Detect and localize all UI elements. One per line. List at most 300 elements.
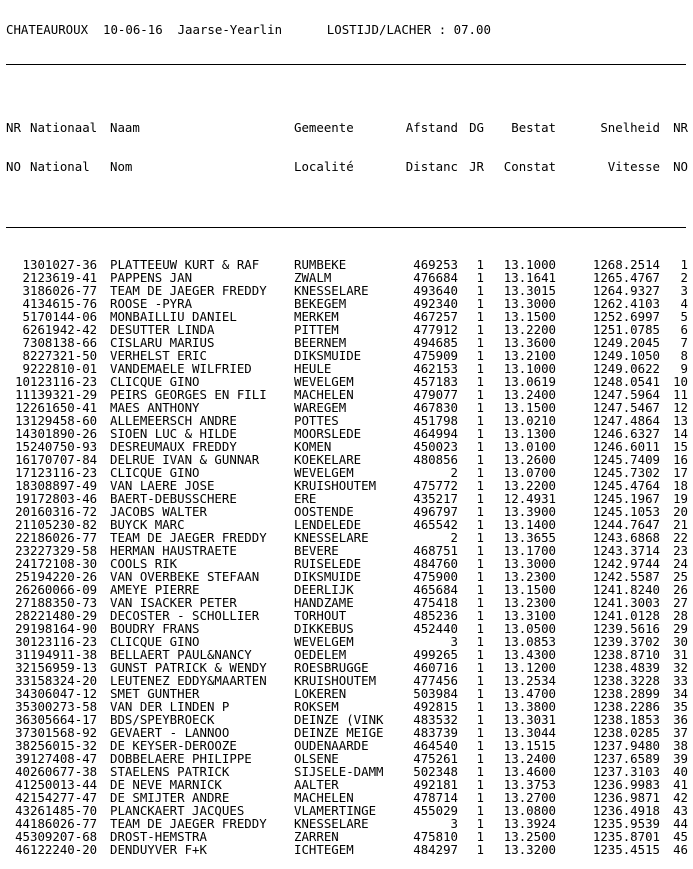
header-localite: Localité <box>294 160 354 173</box>
rank-nr-cell: 33 <box>15 674 30 687</box>
locality-cell: ERE <box>294 492 317 505</box>
locality-cell: DEERLIJK <box>294 583 354 596</box>
distance-cell: 479077 <box>413 388 458 401</box>
distance-cell: 455029 <box>413 804 458 817</box>
header-nationaal: Nationaal <box>30 121 98 134</box>
speed-cell: 1262.4103 <box>592 297 660 310</box>
rank-no-cell: 41 <box>673 778 688 791</box>
locality-cell: MERKEM <box>294 310 339 323</box>
table-row <box>6 427 688 440</box>
rank-nr-cell: 35 <box>15 700 30 713</box>
speed-cell: 1246.6327 <box>592 427 660 440</box>
rank-nr-cell: 25 <box>15 570 30 583</box>
table-row <box>6 609 688 622</box>
arrival-time-cell: 13.1000 <box>503 258 556 271</box>
header-snelheid: Snelheid <box>600 121 660 134</box>
distance-cell: 485236 <box>413 609 458 622</box>
distance-cell: 492815 <box>413 700 458 713</box>
name-cell: MONBAILLIU DANIEL <box>110 310 237 323</box>
name-cell: AMEYE PIERRE <box>110 583 200 596</box>
name-cell: MAES ANTHONY <box>110 401 200 414</box>
national-number-cell: 260677-38 <box>30 765 98 778</box>
speed-cell: 1238.2286 <box>592 700 660 713</box>
day-cell: 1 <box>476 479 484 492</box>
speed-cell: 1245.7409 <box>592 453 660 466</box>
name-cell: DECOSTER - SCHOLLIER <box>110 609 260 622</box>
rank-nr-cell: 27 <box>15 596 30 609</box>
table-row <box>6 258 688 271</box>
locality-cell: ICHTEGEM <box>294 843 354 856</box>
rank-no-cell: 16 <box>673 453 688 466</box>
national-number-cell: 305664-17 <box>30 713 98 726</box>
distance-cell: 435217 <box>413 492 458 505</box>
national-number-cell: 300273-58 <box>30 700 98 713</box>
distance-cell: 475772 <box>413 479 458 492</box>
release-time: LOSTIJD/LACHER : 07.00 <box>326 22 491 37</box>
arrival-time-cell: 13.3924 <box>503 817 556 830</box>
rank-nr-cell: 31 <box>15 648 30 661</box>
national-number-cell: 221480-29 <box>30 609 98 622</box>
table-row <box>6 388 688 401</box>
arrival-time-cell: 13.2400 <box>503 388 556 401</box>
speed-cell: 1246.6011 <box>592 440 660 453</box>
day-cell: 1 <box>476 427 484 440</box>
table-row <box>6 284 688 297</box>
rank-nr-cell: 7 <box>22 336 30 349</box>
distance-cell: 484760 <box>413 557 458 570</box>
speed-cell: 1239.3702 <box>592 635 660 648</box>
national-number-cell: 129458-60 <box>30 414 98 427</box>
distance-cell: 475909 <box>413 349 458 362</box>
report-title-line <box>6 23 688 36</box>
name-cell: SIOEN LUC & HILDE <box>110 427 237 440</box>
locality-cell: LOKEREN <box>294 687 347 700</box>
locality-cell: OEDELEM <box>294 648 347 661</box>
locality-cell: SIJSELE-DAMM <box>294 765 384 778</box>
distance-cell: 457183 <box>413 375 458 388</box>
distance-cell: 3 <box>450 817 458 830</box>
national-number-cell: 260066-09 <box>30 583 98 596</box>
speed-cell: 1236.9871 <box>592 791 660 804</box>
rank-no-cell: 46 <box>673 843 688 856</box>
rank-nr-cell: 2 <box>22 271 30 284</box>
speed-cell: 1251.0785 <box>592 323 660 336</box>
day-cell: 1 <box>476 700 484 713</box>
name-cell: DOBBELAERE PHILIPPE <box>110 752 252 765</box>
distance-cell: 496797 <box>413 505 458 518</box>
national-number-cell: 123619-41 <box>30 271 98 284</box>
rank-no-cell: 31 <box>673 648 688 661</box>
day-cell: 1 <box>476 609 484 622</box>
day-cell: 1 <box>476 453 484 466</box>
day-cell: 1 <box>476 297 484 310</box>
rank-no-cell: 21 <box>673 518 688 531</box>
national-number-cell: 188350-73 <box>30 596 98 609</box>
locality-cell: HANDZAME <box>294 596 354 609</box>
race-place: CHATEAUROUX <box>6 22 89 37</box>
name-cell: BELLAERT PAUL&NANCY <box>110 648 252 661</box>
speed-cell: 1236.9983 <box>592 778 660 791</box>
distance-cell: 468751 <box>413 544 458 557</box>
table-row <box>6 453 688 466</box>
national-number-cell: 301890-26 <box>30 427 98 440</box>
locality-cell: KOMEN <box>294 440 332 453</box>
name-cell: PAPPENS JAN <box>110 271 193 284</box>
table-row <box>6 804 688 817</box>
distance-cell: 477456 <box>413 674 458 687</box>
locality-cell: POTTES <box>294 414 339 427</box>
arrival-time-cell: 13.0700 <box>503 466 556 479</box>
arrival-time-cell: 13.4300 <box>503 648 556 661</box>
rank-no-cell: 33 <box>673 674 688 687</box>
day-cell: 1 <box>476 804 484 817</box>
arrival-time-cell: 13.1500 <box>503 310 556 323</box>
speed-cell: 1237.6589 <box>592 752 660 765</box>
day-cell: 1 <box>476 830 484 843</box>
name-cell: ALLEMEERSCH ANDRE <box>110 414 237 427</box>
speed-cell: 1238.0285 <box>592 726 660 739</box>
rank-no-cell: 6 <box>680 323 688 336</box>
national-number-cell: 301027-36 <box>30 258 98 271</box>
day-cell: 1 <box>476 362 484 375</box>
arrival-time-cell: 13.2200 <box>503 323 556 336</box>
table-row <box>6 778 688 791</box>
locality-cell: WEVELGEM <box>294 466 354 479</box>
national-number-cell: 198164-90 <box>30 622 98 635</box>
distance-cell: 477912 <box>413 323 458 336</box>
locality-cell: BEKEGEM <box>294 297 347 310</box>
locality-cell: PITTEM <box>294 323 339 336</box>
table-row <box>6 713 688 726</box>
speed-cell: 1235.4515 <box>592 843 660 856</box>
rank-nr-cell: 26 <box>15 583 30 596</box>
table-row <box>6 570 688 583</box>
day-cell: 1 <box>476 726 484 739</box>
rank-no-cell: 28 <box>673 609 688 622</box>
name-cell: HERMAN HAUSTRAETE <box>110 544 237 557</box>
header-national: National <box>30 160 90 173</box>
table-row <box>6 674 688 687</box>
header-bestat: Bestat <box>511 121 556 134</box>
race-date: 10-06-16 <box>102 22 163 37</box>
locality-cell: ZARREN <box>294 830 339 843</box>
speed-cell: 1237.9480 <box>592 739 660 752</box>
locality-cell: BEVERE <box>294 544 339 557</box>
rank-nr-cell: 6 <box>22 323 30 336</box>
rank-no-cell: 42 <box>673 791 688 804</box>
locality-cell: WAREGEM <box>294 401 347 414</box>
locality-cell: ROESBRUGGE <box>294 661 369 674</box>
arrival-time-cell: 13.3753 <box>503 778 556 791</box>
locality-cell: BEERNEM <box>294 336 347 349</box>
locality-cell: MOORSLEDE <box>294 427 362 440</box>
name-cell: DELRUE IVAN & GUNNAR <box>110 453 260 466</box>
speed-cell: 1247.5964 <box>592 388 660 401</box>
distance-cell: 450023 <box>413 440 458 453</box>
rank-no-cell: 9 <box>680 362 688 375</box>
rank-nr-cell: 8 <box>22 349 30 362</box>
header-jr: JR <box>469 160 484 173</box>
distance-cell: 2 <box>450 531 458 544</box>
speed-cell: 1235.9539 <box>592 817 660 830</box>
arrival-time-cell: 13.3655 <box>503 531 556 544</box>
day-cell: 1 <box>476 375 484 388</box>
name-cell: BOUDRY FRANS <box>110 622 200 635</box>
rank-no-cell: 43 <box>673 804 688 817</box>
rank-no-cell: 25 <box>673 570 688 583</box>
speed-cell: 1238.8710 <box>592 648 660 661</box>
day-cell: 1 <box>476 596 484 609</box>
locality-cell: DIKSMUIDE <box>294 349 362 362</box>
rank-nr-cell: 45 <box>15 830 30 843</box>
name-cell: DE KEYSER-DEROOZE <box>110 739 237 752</box>
speed-cell: 1245.1967 <box>592 492 660 505</box>
table-row <box>6 349 688 362</box>
day-cell: 1 <box>476 635 484 648</box>
national-number-cell: 308138-66 <box>30 336 98 349</box>
table-row <box>6 635 688 648</box>
rank-nr-cell: 28 <box>15 609 30 622</box>
name-cell: DENDUYVER F+K <box>110 843 207 856</box>
rank-nr-cell: 1 <box>22 258 30 271</box>
table-row <box>6 752 688 765</box>
distance-cell: 494685 <box>413 336 458 349</box>
speed-cell: 1249.1050 <box>592 349 660 362</box>
national-number-cell: 261485-70 <box>30 804 98 817</box>
name-cell: COOLS RIK <box>110 557 178 570</box>
speed-cell: 1236.4918 <box>592 804 660 817</box>
national-number-cell: 227329-58 <box>30 544 98 557</box>
distance-cell: 483532 <box>413 713 458 726</box>
locality-cell: HEULE <box>294 362 332 375</box>
day-cell: 1 <box>476 440 484 453</box>
arrival-time-cell: 13.0500 <box>503 622 556 635</box>
speed-cell: 1252.6997 <box>592 310 660 323</box>
national-number-cell: 261650-41 <box>30 401 98 414</box>
arrival-time-cell: 13.3031 <box>503 713 556 726</box>
distance-cell: 502348 <box>413 765 458 778</box>
rank-nr-cell: 41 <box>15 778 30 791</box>
day-cell: 1 <box>476 648 484 661</box>
rank-nr-cell: 30 <box>15 635 30 648</box>
arrival-time-cell: 13.1000 <box>503 362 556 375</box>
header-nom: Nom <box>110 160 133 173</box>
table-row <box>6 375 688 388</box>
header-rule <box>6 227 686 229</box>
distance-cell: 465542 <box>413 518 458 531</box>
rank-nr-cell: 22 <box>15 531 30 544</box>
national-number-cell: 123116-23 <box>30 375 98 388</box>
name-cell: VAN ISACKER PETER <box>110 596 237 609</box>
rank-no-cell: 15 <box>673 440 688 453</box>
locality-cell: DEINZE MEIGE <box>294 726 384 739</box>
rank-no-cell: 23 <box>673 544 688 557</box>
column-header <box>6 95 688 199</box>
speed-cell: 1245.7302 <box>592 466 660 479</box>
day-cell: 1 <box>476 323 484 336</box>
table-row <box>6 830 688 843</box>
speed-cell: 1238.3228 <box>592 674 660 687</box>
speed-cell: 1245.4764 <box>592 479 660 492</box>
table-row <box>6 739 688 752</box>
name-cell: STAELENS PATRICK <box>110 765 230 778</box>
national-number-cell: 139321-29 <box>30 388 98 401</box>
rank-nr-cell: 36 <box>15 713 30 726</box>
day-cell: 1 <box>476 791 484 804</box>
table-row <box>6 271 688 284</box>
rank-nr-cell: 15 <box>15 440 30 453</box>
arrival-time-cell: 13.0800 <box>503 804 556 817</box>
table-row <box>6 726 688 739</box>
table-row <box>6 310 688 323</box>
name-cell: CISLARU MARIUS <box>110 336 215 349</box>
rank-no-cell: 18 <box>673 479 688 492</box>
table-row <box>6 622 688 635</box>
arrival-time-cell: 13.0853 <box>503 635 556 648</box>
results-document <box>6 0 688 869</box>
distance-cell: 503984 <box>413 687 458 700</box>
national-number-cell: 172108-30 <box>30 557 98 570</box>
rank-no-cell: 19 <box>673 492 688 505</box>
table-row <box>6 518 688 531</box>
arrival-time-cell: 13.2700 <box>503 791 556 804</box>
rank-no-cell: 45 <box>673 830 688 843</box>
name-cell: GUNST PATRICK & WENDY <box>110 661 267 674</box>
speed-cell: 1247.5467 <box>592 401 660 414</box>
rank-no-cell: 5 <box>680 310 688 323</box>
locality-cell: RUMBEKE <box>294 258 347 271</box>
distance-cell: 464540 <box>413 739 458 752</box>
day-cell: 1 <box>476 271 484 284</box>
table-row <box>6 401 688 414</box>
arrival-time-cell: 13.3000 <box>503 297 556 310</box>
arrival-time-cell: 13.1300 <box>503 427 556 440</box>
speed-cell: 1249.0622 <box>592 362 660 375</box>
speed-cell: 1237.3103 <box>592 765 660 778</box>
name-cell: DROST-HEMSTRA <box>110 830 207 843</box>
rank-no-cell: 7 <box>680 336 688 349</box>
arrival-time-cell: 13.1500 <box>503 401 556 414</box>
speed-cell: 1244.7647 <box>592 518 660 531</box>
rank-nr-cell: 16 <box>15 453 30 466</box>
locality-cell: AALTER <box>294 778 339 791</box>
arrival-time-cell: 13.3000 <box>503 557 556 570</box>
rank-nr-cell: 39 <box>15 752 30 765</box>
rank-no-cell: 40 <box>673 765 688 778</box>
national-number-cell: 123116-23 <box>30 635 98 648</box>
speed-cell: 1249.2045 <box>592 336 660 349</box>
rank-nr-cell: 17 <box>15 466 30 479</box>
distance-cell: 467830 <box>413 401 458 414</box>
speed-cell: 1268.2514 <box>592 258 660 271</box>
table-row <box>6 531 688 544</box>
name-cell: DESUTTER LINDA <box>110 323 215 336</box>
national-number-cell: 227321-50 <box>30 349 98 362</box>
arrival-time-cell: 13.0210 <box>503 414 556 427</box>
rank-nr-cell: 4 <box>22 297 30 310</box>
arrival-time-cell: 13.3800 <box>503 700 556 713</box>
distance-cell: 451798 <box>413 414 458 427</box>
day-cell: 1 <box>476 258 484 271</box>
speed-cell: 1241.8240 <box>592 583 660 596</box>
distance-cell: 462153 <box>413 362 458 375</box>
rank-no-cell: 1 <box>680 258 688 271</box>
rank-no-cell: 24 <box>673 557 688 570</box>
national-number-cell: 261942-42 <box>30 323 98 336</box>
speed-cell: 1245.1053 <box>592 505 660 518</box>
day-cell: 1 <box>476 778 484 791</box>
arrival-time-cell: 13.2200 <box>503 479 556 492</box>
locality-cell: OUDENAARDE <box>294 739 369 752</box>
table-row <box>6 297 688 310</box>
day-cell: 1 <box>476 739 484 752</box>
rank-no-cell: 34 <box>673 687 688 700</box>
rank-no-cell: 38 <box>673 739 688 752</box>
header-no: NO <box>6 160 21 173</box>
rank-nr-cell: 19 <box>15 492 30 505</box>
header-nr: NR <box>6 121 21 134</box>
arrival-time-cell: 13.1200 <box>503 661 556 674</box>
day-cell: 1 <box>476 310 484 323</box>
table-row <box>6 791 688 804</box>
header-constat: Constat <box>503 160 556 173</box>
rank-nr-cell: 32 <box>15 661 30 674</box>
day-cell: 1 <box>476 466 484 479</box>
name-cell: VAN OVERBEKE STEFAAN <box>110 570 260 583</box>
rank-nr-cell: 37 <box>15 726 30 739</box>
arrival-time-cell: 13.3200 <box>503 843 556 856</box>
national-number-cell: 170144-06 <box>30 310 98 323</box>
national-number-cell: 105230-82 <box>30 518 98 531</box>
day-cell: 1 <box>476 843 484 856</box>
table-row <box>6 466 688 479</box>
rank-nr-cell: 38 <box>15 739 30 752</box>
distance-cell: 452440 <box>413 622 458 635</box>
locality-cell: ZWALM <box>294 271 332 284</box>
table-row <box>6 661 688 674</box>
rank-no-cell: 39 <box>673 752 688 765</box>
distance-cell: 2 <box>450 466 458 479</box>
rank-no-cell: 4 <box>680 297 688 310</box>
rank-nr-cell: 29 <box>15 622 30 635</box>
rank-nr-cell: 14 <box>15 427 30 440</box>
name-cell: PLANCKAERT JACQUES <box>110 804 245 817</box>
header-nr-right: NR <box>673 121 688 134</box>
national-number-cell: 170707-84 <box>30 453 98 466</box>
locality-cell: VLAMERTINGE <box>294 804 377 817</box>
arrival-time-cell: 13.1515 <box>503 739 556 752</box>
speed-cell: 1248.0541 <box>592 375 660 388</box>
speed-cell: 1238.2899 <box>592 687 660 700</box>
day-cell: 1 <box>476 518 484 531</box>
name-cell: DE NEVE MARNICK <box>110 778 222 791</box>
rank-nr-cell: 43 <box>15 804 30 817</box>
national-number-cell: 172803-46 <box>30 492 98 505</box>
national-number-cell: 186026-77 <box>30 817 98 830</box>
name-cell: TEAM DE JAEGER FREDDY <box>110 817 267 830</box>
day-cell: 1 <box>476 570 484 583</box>
table-row <box>6 544 688 557</box>
table-row <box>6 648 688 661</box>
speed-cell: 1264.9327 <box>592 284 660 297</box>
speed-cell: 1235.8701 <box>592 830 660 843</box>
locality-cell: WEVELGEM <box>294 375 354 388</box>
arrival-time-cell: 13.3600 <box>503 336 556 349</box>
table-row <box>6 583 688 596</box>
rank-no-cell: 2 <box>680 271 688 284</box>
day-cell: 1 <box>476 583 484 596</box>
arrival-time-cell: 13.1641 <box>503 271 556 284</box>
